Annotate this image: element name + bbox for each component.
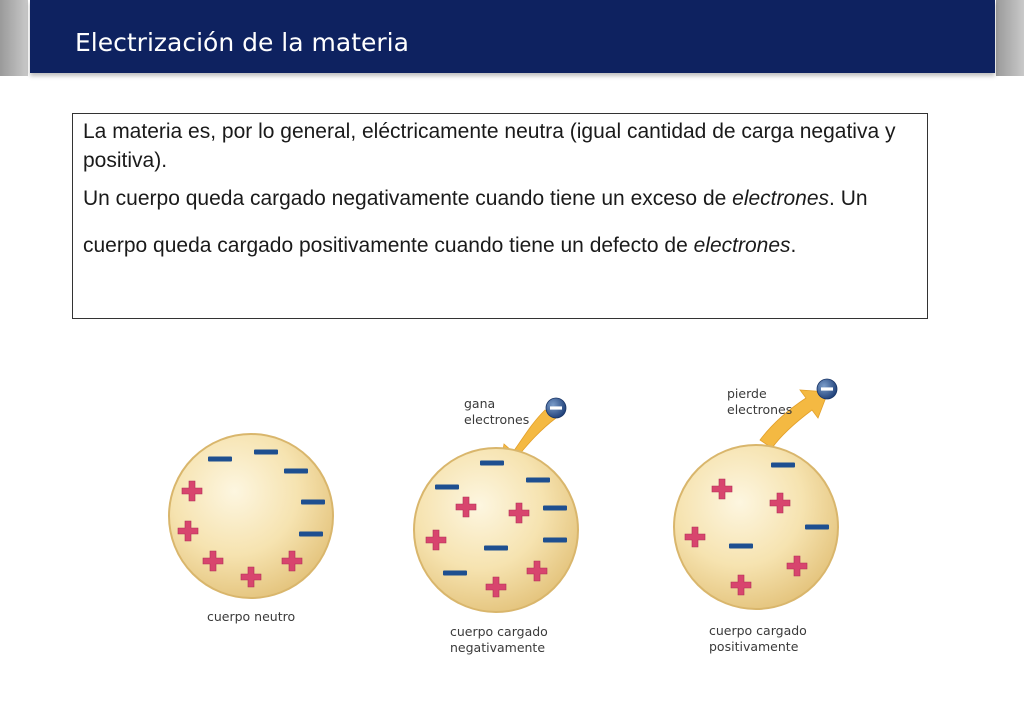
minus-charge <box>443 571 467 576</box>
neutral-body <box>169 434 333 624</box>
paragraph-neutral-matter: La materia es, por lo general, eléctricamente neutra (igual cantidad de carga negativa y positiva). <box>83 120 896 172</box>
paragraph-text: Un cuerpo queda cargado negativamente cuando tiene un exceso de <box>83 187 733 210</box>
minus-charge <box>435 485 459 490</box>
minus-charge <box>526 478 550 483</box>
slide-title: Electrización de la materia <box>75 28 409 57</box>
gain-label-line1: gana <box>464 396 496 411</box>
gain-label-line2: electrones <box>464 412 530 427</box>
positive-caption-line2: positivamente <box>709 639 799 654</box>
negative-body <box>414 396 578 655</box>
positive-caption-line1: cuerpo cargado <box>709 623 807 638</box>
negative-caption-line2: negativamente <box>450 640 546 655</box>
loss-arrow <box>760 390 828 448</box>
minus-charge <box>301 500 325 505</box>
electron-icon <box>546 398 566 418</box>
positive-body <box>674 379 838 654</box>
emphasis-electrones: electrones <box>693 234 791 257</box>
electron-icon <box>817 379 837 399</box>
minus-charge <box>543 506 567 511</box>
loss-label-line2: electrones <box>727 402 793 417</box>
minus-charge <box>771 463 795 468</box>
minus-charge <box>299 532 323 537</box>
paragraph-text: . <box>790 234 797 257</box>
minus-charge <box>284 469 308 474</box>
minus-charge <box>805 525 829 530</box>
emphasis-electrones: electrones <box>732 187 830 210</box>
negative-caption-line1: cuerpo cargado <box>450 624 548 639</box>
neutral-caption: cuerpo neutro <box>207 609 296 624</box>
minus-charge <box>484 546 508 551</box>
paragraph-text: . Un cuerpo queda cargado positivamente cuando tiene un defecto de <box>83 187 868 257</box>
loss-label-line1: pierde <box>727 386 767 401</box>
minus-charge <box>729 544 753 549</box>
minus-charge <box>543 538 567 543</box>
minus-charge <box>480 461 504 466</box>
minus-charge <box>254 450 278 455</box>
minus-charge <box>208 457 232 462</box>
